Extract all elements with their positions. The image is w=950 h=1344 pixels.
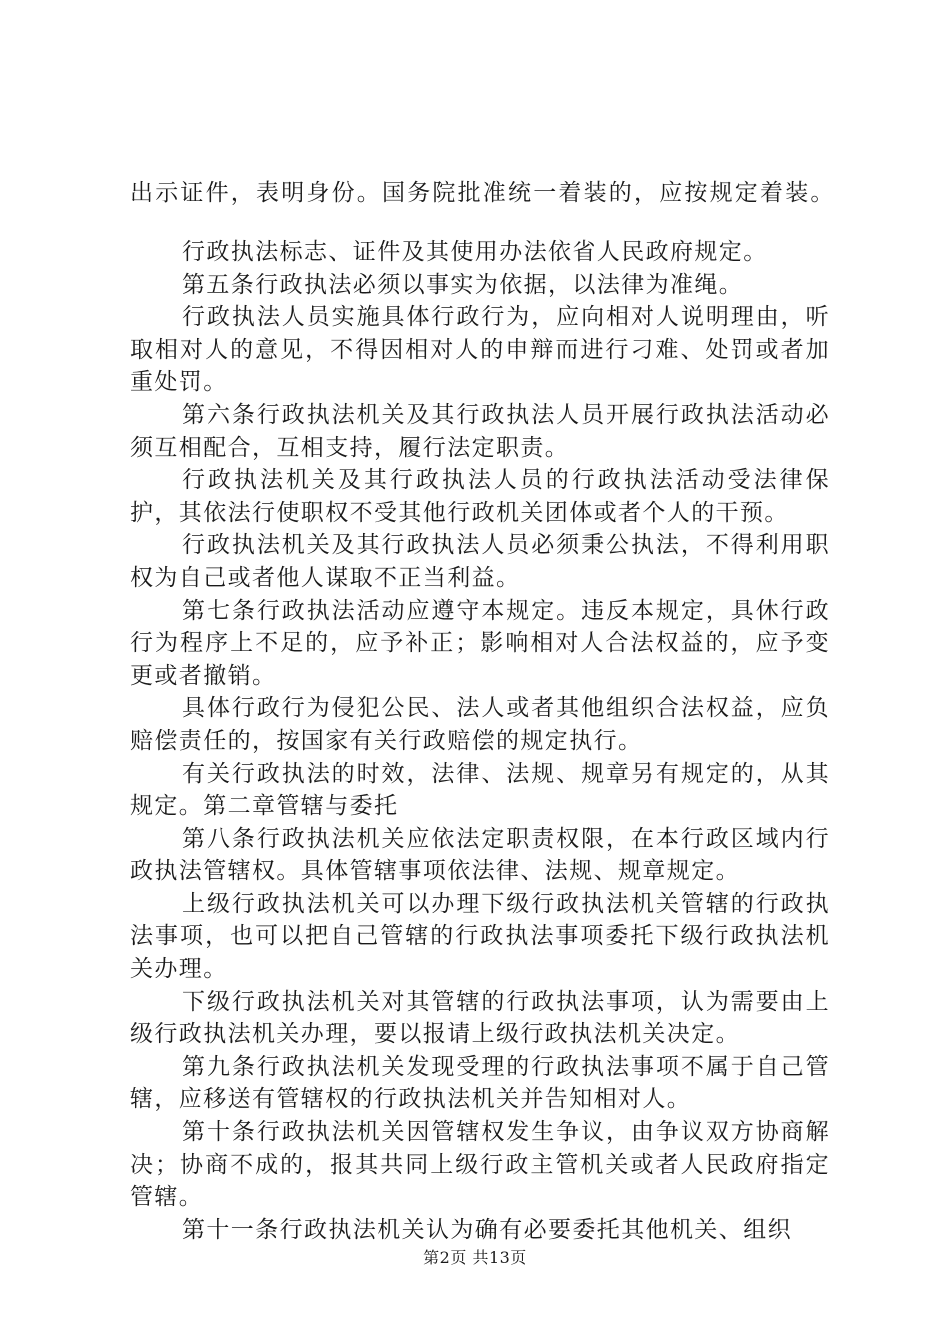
paragraph-15: 第十一条行政执法机关认为确有必要委托其他机关、组织 (182, 1216, 792, 1243)
paragraph-7: 第七条行政执法活动应遵守本规定。违反本规定，具休行政行为程序上不足的，应予补正；影响相对人合法权益的，应予变更或者撤销。 (130, 597, 830, 689)
paragraph-4: 第六条行政执法机关及其行政执法人员开展行政执法活动必须互相配合，互相支持，履行法定职责。 (130, 401, 830, 461)
paragraph-12: 下级行政执法机关对其管辖的行政执法事项，认为需要由上级行政执法机关办理，要以报请上级行政执法机关决定。 (130, 988, 830, 1048)
paragraph-8: 具体行政行为侵犯公民、法人或者其他组织合法权益，应负赔偿责任的，按国家有关行政赔偿的规定执行。 (130, 695, 830, 754)
continued-line: 出示证件，表明身份。国务院批准统一着装的，应按规定着装。 (130, 180, 836, 206)
paragraph-1: 行政执法标志、证件及其使用办法依省人民政府规定。 (182, 239, 768, 265)
paragraph-11: 上级行政执法机关可以办理下级行政执法机关管辖的行政执法事项，也可以把自己管辖的行政执法事项委托下级行政执法机关办理。 (130, 890, 830, 983)
paragraph-10: 第八条行政执法机关应依法定职责权限，在本行政区域内行政执法管辖权。具体管辖事项依法律、法规、规章规定。 (130, 825, 830, 885)
paragraph-14: 第十条行政执法机关因管辖权发生争议，由争议双方协商解决；协商不成的，报其共同上级行政主管机关或者人民政府指定管辖。 (130, 1119, 830, 1211)
paragraph-13: 第九条行政执法机关发现受理的行政执法事项不属于自己管辖，应移送有管辖权的行政执法机关并告知相对人。 (130, 1053, 830, 1113)
page-number: 第2页 共13页 (423, 1248, 527, 1267)
paragraph-3: 行政执法人员实施具体行政行为，应向相对人说明理由，听取相对人的意见，不得因相对人的申辩而进行刁难、处罚或者加重处罚。 (130, 304, 830, 396)
paragraph-2: 第五条行政执法必须以事实为依据，以法律为准绳。 (182, 271, 744, 298)
document-body (130, 236, 830, 1246)
paragraph-9: 有关行政执法的时效，法律、法规、规章另有规定的，从其规定。第二章管辖与委托 (130, 760, 830, 820)
paragraph-5: 行政执法机关及其行政执法人员的行政执法活动受法律保护，其依法行使职权不受其他行政机关团体或者个人的干预。 (130, 467, 830, 526)
paragraph-6: 行政执法机关及其行政执法人员必须秉公执法，不得利用职权为自己或者他人谋取不正当利益。 (130, 532, 830, 591)
